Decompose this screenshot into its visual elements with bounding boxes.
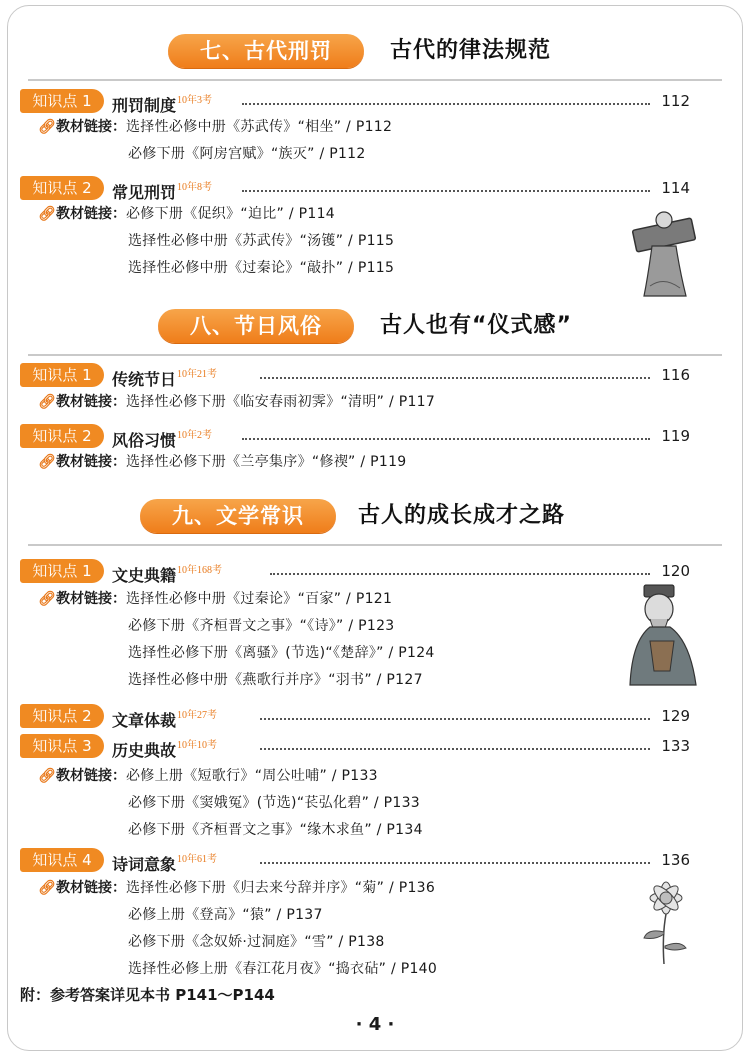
link-text: 必修上册《短歌行》“周公吐哺” / P133	[126, 768, 378, 784]
section-subtitle: 古人也有“仪式感”	[380, 313, 572, 338]
page-reference: 112	[661, 92, 690, 110]
page-reference: 129	[661, 707, 690, 725]
knowledge-point-tag: 知识点 2	[20, 176, 104, 200]
knowledge-point-row[interactable]	[20, 559, 690, 583]
exam-frequency: 10年27考	[177, 710, 218, 721]
link-text: 选择性必修中册《过秦论》“敲扑” / P115	[128, 260, 395, 276]
knowledge-point-tag: 知识点 3	[20, 734, 104, 758]
section-subtitle: 古人的成长成才之路	[358, 503, 566, 528]
link-text: 必修下册《阿房宫赋》“族灭” / P112	[128, 146, 366, 162]
section-title-pill: 九、文学常识	[140, 499, 336, 533]
chrysanthemum-illustration	[634, 876, 696, 966]
link-text: 必修下册《促织》“迫比” / P114	[126, 206, 335, 222]
knowledge-point-row[interactable]	[20, 734, 690, 758]
link-text: 必修上册《登高》“猿” / P137	[128, 907, 323, 923]
link-icon: 🔗︎	[38, 768, 56, 784]
knowledge-point-tag: 知识点 4	[20, 848, 104, 872]
link-text: 选择性必修下册《归去来兮辞并序》“菊” / P136	[126, 880, 436, 896]
leader-dots	[260, 748, 650, 750]
link-label: 教材链接：	[56, 394, 126, 410]
link-icon: 🔗︎	[38, 591, 56, 607]
textbook-link-row	[38, 204, 335, 224]
knowledge-point-tag: 知识点 1	[20, 89, 104, 113]
link-text: 选择性必修中册《燕歌行并序》“羽书” / P127	[128, 672, 423, 688]
link-text: 选择性必修上册《春江花月夜》“捣衣砧” / P140	[128, 961, 438, 977]
knowledge-point-row[interactable]	[20, 363, 690, 387]
knowledge-point-title: 常见刑罚	[112, 183, 177, 202]
link-text: 必修下册《齐桓晋文之事》“《诗》” / P123	[128, 618, 395, 634]
knowledge-point-tag: 知识点 1	[20, 363, 104, 387]
leader-dots	[260, 718, 650, 720]
exam-frequency: 10年168考	[177, 565, 223, 576]
textbook-link-row	[38, 452, 407, 472]
section-divider	[28, 79, 722, 81]
page-reference: 119	[661, 427, 690, 445]
exam-frequency: 10年10考	[177, 740, 218, 751]
knowledge-point-title: 风俗习惯	[112, 431, 177, 450]
confucius-scholar-illustration	[620, 581, 706, 687]
link-icon: 🔗︎	[38, 394, 56, 410]
knowledge-point-title: 传统节日	[112, 370, 177, 389]
textbook-link-row	[38, 766, 378, 786]
link-icon: 🔗︎	[38, 119, 56, 135]
pillory-prisoner-illustration	[630, 206, 700, 302]
link-text: 选择性必修中册《苏武传》“汤镬” / P115	[128, 233, 395, 249]
page-reference: 114	[661, 179, 690, 197]
answer-key-note: 附：参考答案详见本书 P141～P144	[20, 986, 275, 1004]
link-text: 选择性必修中册《过秦论》“百家” / P121	[126, 591, 393, 607]
leader-dots	[270, 573, 650, 575]
page-reference: 136	[661, 851, 690, 869]
page-reference: 120	[661, 562, 690, 580]
link-label: 教材链接：	[56, 591, 126, 607]
page-number: · 4 ·	[355, 1014, 395, 1035]
textbook-link-row	[38, 392, 435, 412]
link-icon: 🔗︎	[38, 454, 56, 470]
leader-dots	[242, 190, 650, 192]
link-label: 教材链接：	[56, 119, 126, 135]
toc-page	[7, 5, 743, 1051]
knowledge-point-row[interactable]	[20, 424, 690, 448]
link-text: 选择性必修中册《苏武传》“相坐” / P112	[126, 119, 393, 135]
link-text: 必修下册《齐桓晋文之事》“缘木求鱼” / P134	[128, 822, 423, 838]
exam-frequency: 10年8考	[177, 182, 213, 193]
link-text: 选择性必修下册《兰亭集序》“修禊” / P119	[126, 454, 407, 470]
knowledge-point-title: 刑罚制度	[112, 96, 177, 115]
exam-frequency: 10年21考	[177, 369, 218, 380]
knowledge-point-tag: 知识点 1	[20, 559, 104, 583]
knowledge-point-tag: 知识点 2	[20, 424, 104, 448]
knowledge-point-row[interactable]	[20, 848, 690, 872]
link-label: 教材链接：	[56, 206, 126, 222]
textbook-link-row	[38, 878, 435, 898]
exam-frequency: 10年3考	[177, 95, 213, 106]
knowledge-point-tag: 知识点 2	[20, 704, 104, 728]
knowledge-point-row[interactable]	[20, 176, 690, 200]
section-header	[8, 306, 742, 346]
exam-frequency: 10年61考	[177, 854, 218, 865]
link-icon: 🔗︎	[38, 880, 56, 896]
section-header	[8, 31, 742, 71]
knowledge-point-row[interactable]	[20, 704, 690, 728]
knowledge-point-title: 文章体裁	[112, 711, 177, 730]
knowledge-point-title: 历史典故	[112, 741, 177, 760]
knowledge-point-title: 诗词意象	[112, 855, 177, 874]
section-title-pill: 八、节日风俗	[158, 309, 354, 343]
textbook-link-row	[38, 589, 392, 609]
section-divider	[28, 544, 722, 546]
leader-dots	[242, 103, 650, 105]
knowledge-point-title: 文史典籍	[112, 566, 177, 585]
textbook-link-row	[38, 117, 392, 137]
section-title-pill: 七、古代刑罚	[168, 34, 364, 68]
leader-dots	[260, 377, 650, 379]
link-text: 必修下册《念奴娇·过洞庭》“雪” / P138	[128, 934, 385, 950]
section-header	[8, 496, 742, 536]
link-label: 教材链接：	[56, 768, 126, 784]
leader-dots	[242, 438, 650, 440]
exam-frequency: 10年2考	[177, 430, 213, 441]
link-label: 教材链接：	[56, 454, 126, 470]
page-reference: 116	[661, 366, 690, 384]
knowledge-point-row[interactable]	[20, 89, 690, 113]
section-subtitle: 古代的律法规范	[390, 38, 552, 63]
link-text: 选择性必修下册《临安春雨初霁》“清明” / P117	[126, 394, 436, 410]
page-reference: 133	[661, 737, 690, 755]
section-divider	[28, 354, 722, 356]
link-text: 必修下册《窦娥冤》(节选)“苌弘化碧” / P133	[128, 795, 421, 811]
link-label: 教材链接：	[56, 880, 126, 896]
leader-dots	[260, 862, 650, 864]
link-text: 选择性必修下册《离骚》(节选)“《楚辞》” / P124	[128, 645, 435, 661]
link-icon: 🔗︎	[38, 206, 56, 222]
